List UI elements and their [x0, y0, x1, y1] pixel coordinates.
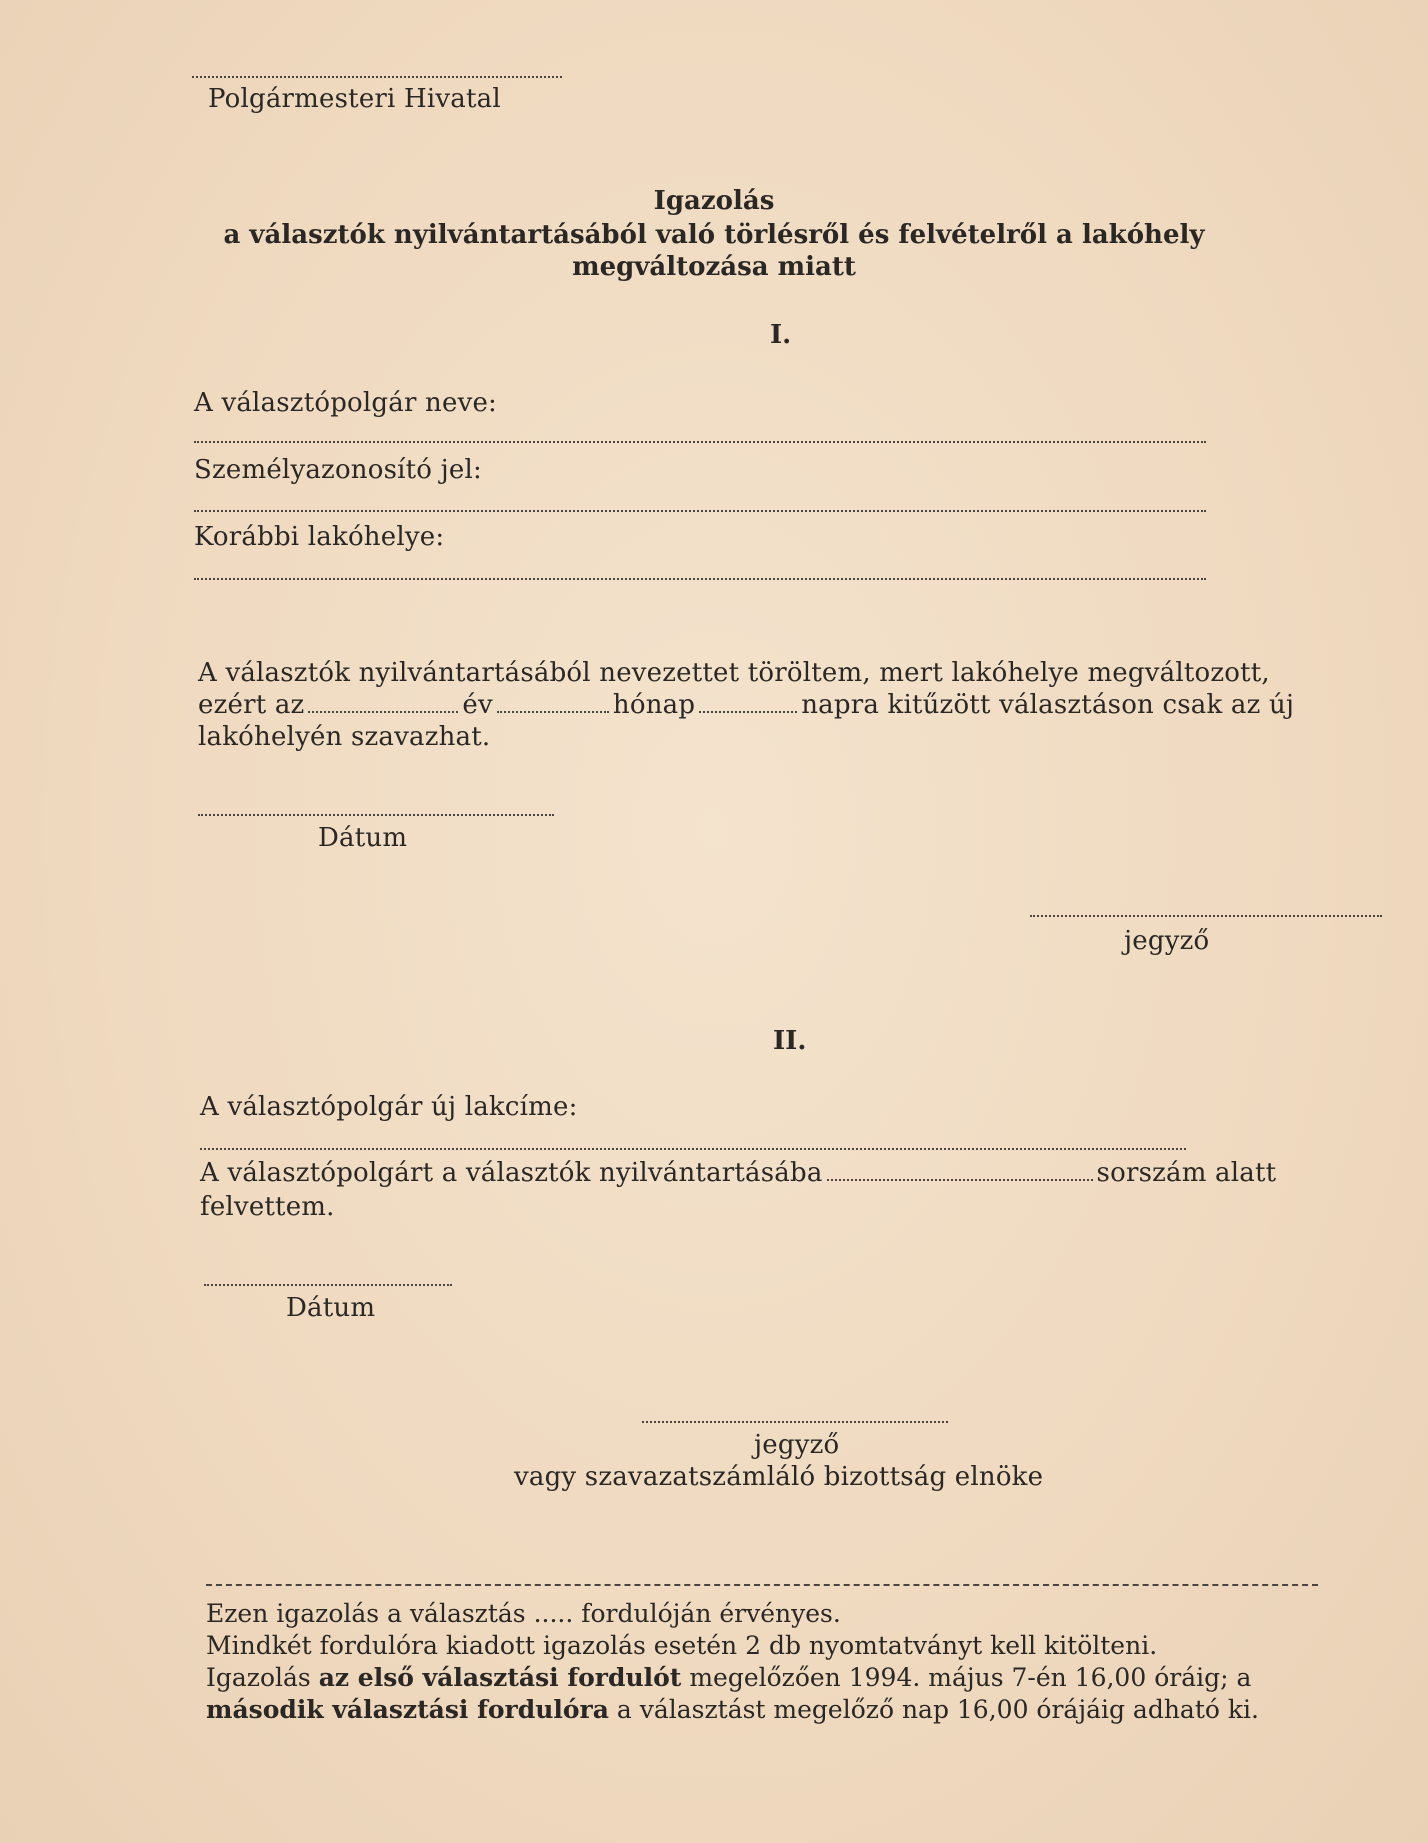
voter-name-field[interactable] [194, 441, 1206, 443]
doc-subtitle-2: megváltozása miatt [572, 252, 856, 282]
section-2-heading: II. [773, 1026, 807, 1056]
doc-title: Igazolás [653, 186, 775, 216]
year-field[interactable] [308, 711, 458, 713]
month-field[interactable] [497, 711, 609, 713]
removal-statement-line-1: A választók nyilvántartásából nevezettet töröltem, mert lakóhelye megváltozott, [198, 658, 1270, 688]
footer-line-2: Mindkét fordulóra kiadott igazolás esetén 2 db nyomtatványt kell kitölteni. [206, 1631, 1158, 1660]
previous-address-label: Korábbi lakóhelye: [194, 522, 445, 552]
footer-line-4: második választási fordulóra a választást megelőző nap 16,00 órájáig adható ki. [206, 1695, 1259, 1724]
day-field[interactable] [699, 711, 797, 713]
personal-id-field[interactable] [194, 510, 1206, 512]
section-1-date-label: Dátum [318, 823, 408, 853]
new-address-label: A választópolgár új lakcíme: [200, 1092, 578, 1122]
registration-line-2: felvettem. [200, 1192, 335, 1222]
section-2-date-label: Dátum [286, 1293, 376, 1323]
removal-statement-line-2: ezért az év hónap napra kitűzött választáson csak az új [198, 690, 1295, 720]
office-label: Polgármesteri Hivatal [208, 84, 501, 114]
serial-number-field[interactable] [827, 1179, 1093, 1181]
section-2-date-field[interactable] [204, 1284, 452, 1286]
voter-name-label: A választópolgár neve: [194, 388, 498, 418]
footer-line-3: Igazolás az első választási fordulót megelőzően 1994. május 7-én 16,00 óráig; a [206, 1663, 1252, 1692]
section-2-signature-field[interactable] [642, 1421, 948, 1423]
section-1-signature-field[interactable] [1030, 915, 1382, 917]
footer-divider [206, 1584, 1318, 1586]
section-1-date-field[interactable] [198, 814, 554, 816]
footer-line-1: Ezen igazolás a választás ..... fordulóján érvényes. [206, 1599, 841, 1628]
previous-address-field[interactable] [194, 578, 1206, 580]
section-1-heading: I. [770, 320, 792, 350]
personal-id-label: Személyazonosító jel: [194, 455, 482, 485]
new-address-field[interactable] [200, 1148, 1186, 1150]
section-2-signer-alt-label: vagy szavazatszámláló bizottság elnöke [514, 1462, 1044, 1492]
removal-statement-line-3: lakóhelyén szavazhat. [198, 722, 491, 752]
registration-line-1: A választópolgárt a választók nyilvántartásába sorszám alatt [200, 1158, 1277, 1188]
section-2-signer-label: jegyző [754, 1430, 840, 1460]
office-name-line [192, 76, 562, 78]
section-1-signer-label: jegyző [1124, 926, 1210, 956]
doc-subtitle-1: a választók nyilvántartásából való törlésről és felvételről a lakóhely [223, 220, 1205, 250]
